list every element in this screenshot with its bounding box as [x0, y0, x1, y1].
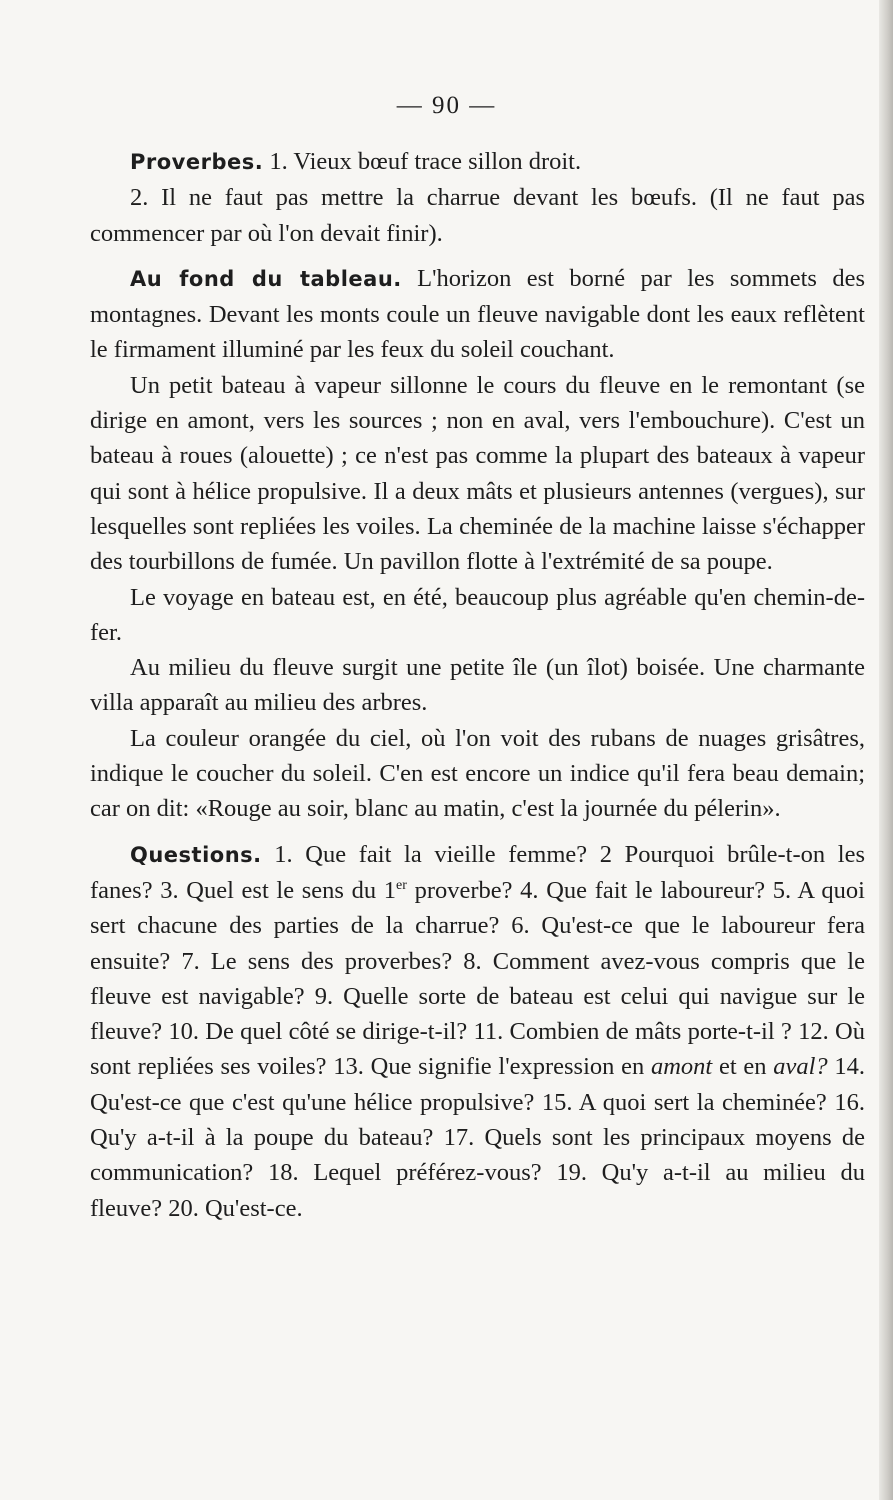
italic-aval: aval?	[773, 1053, 828, 1081]
proverb-line-1	[90, 144, 865, 180]
proverbes-heading: Proverbes.	[130, 150, 264, 174]
questions-text-4: 14. Qu'est-ce que c'est qu'une hélice propulsive? 15. A quoi sert la cheminée? 16. Qu'y a-t-il à la poupe du bateau? 17. Quels sont les principaux moyens de communication? 18. Lequel préférez-vous? 19. Qu'y a-t-il au milieu du fleuve? 20. Qu'est-ce.	[90, 1053, 866, 1222]
questions-text-1: 1. Que fait la vieille femme? 2 Pourquoi brûle-t-on les fanes? 3. Quel est le sens du 1	[90, 840, 865, 904]
superscript-er: er	[396, 877, 407, 893]
fond-paragraph-5: La couleur orangée du ciel, où l'on voit des rubans de nuages grisâtres, indique le coucher du soleil. C'en est encore un indice qu'il fera beau demain; car on dit: «Rouge au soir, blanc au matin, c'est la journée du pélerin».	[90, 724, 865, 823]
questions-paragraph	[90, 837, 865, 1226]
proverb-1-text: 1. Vieux bœuf trace sillon droit.	[263, 148, 582, 175]
page-edge-shadow	[879, 0, 893, 1500]
questions-text-2: proverbe? 4. Que fait le laboureur? 5. A quoi sert chacune des parties de la charrue? 6. Qu'est-ce que le laboureur fera ensuite? 7. Le sens des proverbes? 8. Comment avez-vous compris que le fleuve est navigable? 9. Quelle sorte de bateau est celui qui navigue sur le fleuve? 10. De quel côté se dirige-t-il? 11. Combien de mâts porte-t-il ? 12. Où sont repliées ses voiles? 13. Que signifie l'expression en	[90, 876, 865, 1081]
fond-paragraph-1-text: L'horizon est borné par les sommets des montagnes. Devant les monts coule un fleuve navigable dont les eaux reflètent le firmament illuminé par les feux du soleil couchant.	[90, 264, 865, 364]
fond-paragraph-1	[90, 261, 865, 368]
italic-amont: amont	[650, 1053, 713, 1081]
fond-paragraph-3: Le voyage en bateau est, en été, beaucoup plus agréable qu'en chemin-de-fer.	[90, 583, 865, 646]
page-number: — 90 —	[396, 92, 497, 119]
fond-paragraph-4: Au milieu du fleuve surgit une petite île (un îlot) boisée. Une charmante villa apparaît au milieu des arbres.	[90, 654, 865, 717]
page-body	[90, 144, 865, 1226]
fond-paragraph-2: Un petit bateau à vapeur sillonne le cours du fleuve en le remontant (se dirige en amont, vers les sources ; non en aval, vers l'embouchure). C'est un bateau à roues (alouette) ; ce n'est pas comme la plupart des bateaux à vapeur qui sont à hélice propulsive. Il a deux mâts et plusieurs antennes (vergues), sur lesquelles sont repliées les voiles. La cheminée de la machine laisse s'échapper des tourbillons de fumée. Un pavillon flotte à l'extrémité de sa poupe.	[90, 371, 865, 576]
proverb-line-2: 2. Il ne faut pas mettre la charrue devant les bœufs. (Il ne faut pas commencer par où l'on devait finir).	[90, 184, 865, 247]
fond-heading: Au fond du tableau.	[130, 266, 402, 291]
questions-heading: Questions.	[130, 842, 262, 867]
questions-text-3: et en	[712, 1053, 774, 1081]
